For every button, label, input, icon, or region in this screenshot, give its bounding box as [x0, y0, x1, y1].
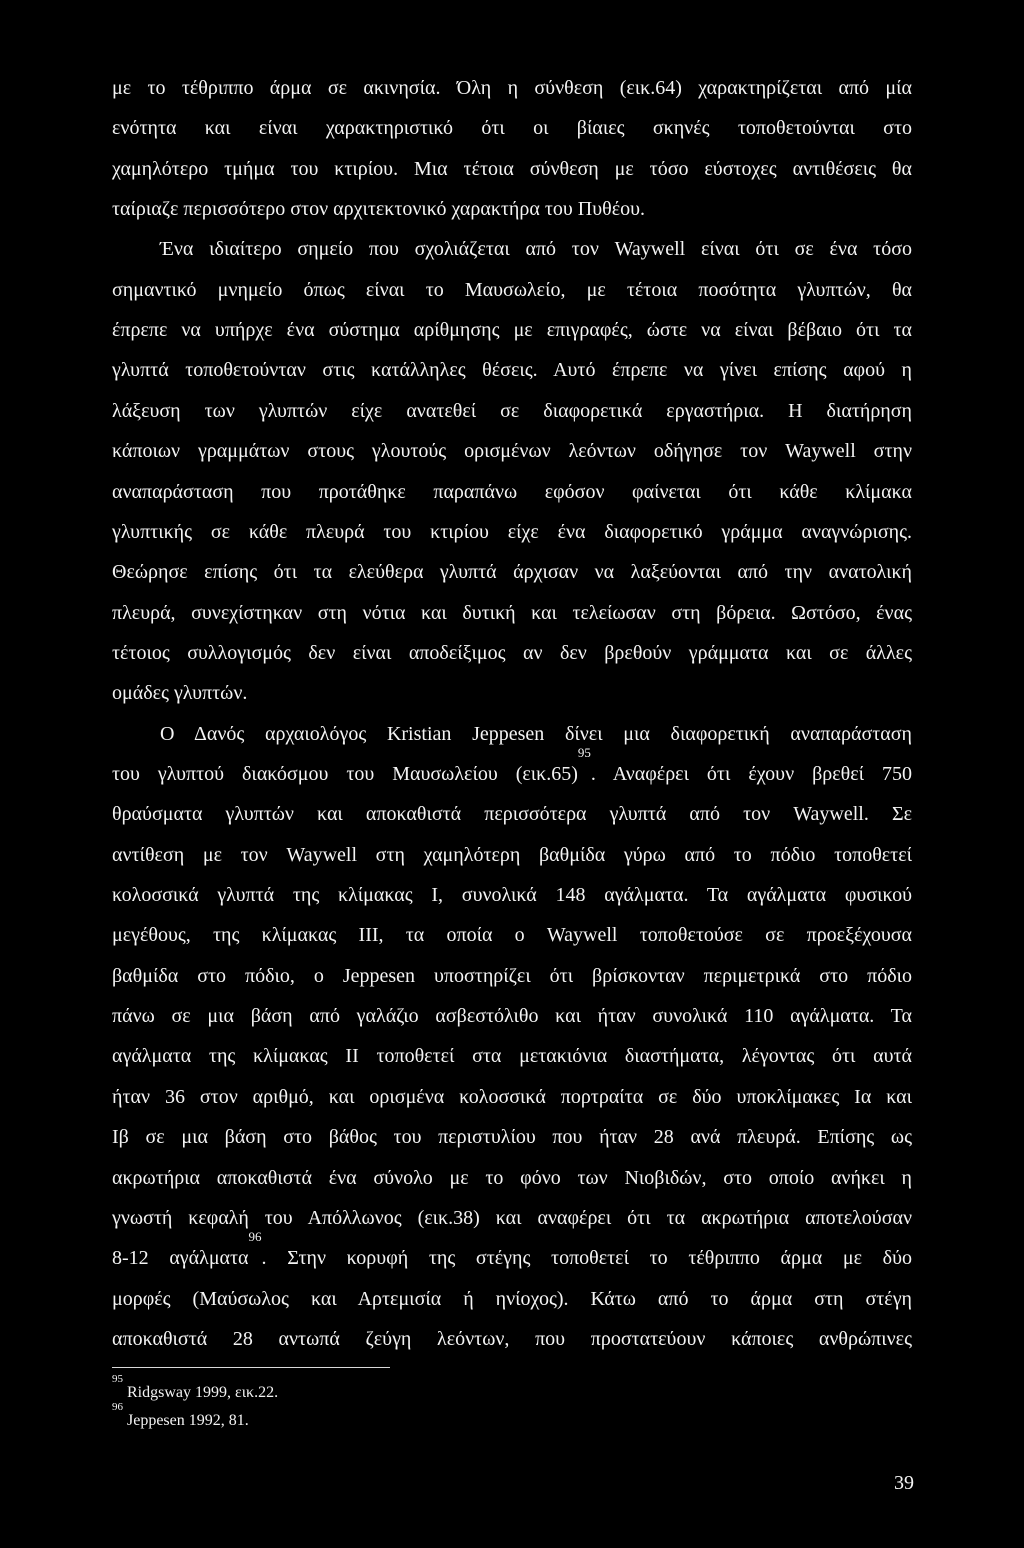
footnote [112, 1401, 249, 1433]
line-text: αναπαράσταση που προτάθηκε παραπάνω εφόσον φαίνεται ότι κάθε κλίμακα [112, 480, 912, 503]
text-line [112, 1281, 912, 1317]
text-line [112, 958, 912, 994]
line-text: ακρωτήρια αποκαθιστά ένα σύνολο με το φόνο των Νιοβιδών, στο οποίο ανήκει η [112, 1166, 912, 1189]
text-line [112, 1119, 912, 1155]
line-text: έπρεπε να υπήρχε ένα σύστημα αρίθμησης με επιγραφές, ώστε να είναι βέβαιο ότι τα [112, 319, 912, 342]
line-text: Ιβ σε μια βάση στο βάθος του περιστυλίου που ήταν 28 ανά πλευρά. Επίσης ως [112, 1126, 912, 1149]
line-text: γλυπτά τοποθετούνταν στις κατάλληλες θέσεις. Αυτό έπρεπε να γίνει επίσης αφού η [112, 359, 912, 382]
line-text: πλευρά, συνεχίστηκαν στη νότια και δυτική και τελείωσαν στη βόρεια. Ωστόσο, ένας [112, 601, 912, 624]
text-line [112, 595, 912, 631]
footnote-number: 95 [112, 1373, 123, 1385]
text-line [112, 635, 912, 671]
text-line [112, 433, 912, 469]
line-text: χαμηλότερο τμήμα του κτιρίου. Μια τέτοια σύνθεση με τόσο εύστοχες αντιθέσεις θα [112, 157, 912, 180]
line-text: μορφές (Μαύσωλος και Αρτεμισία ή ηνίοχος). Κάτω από το άρμα στη στέγη [112, 1287, 912, 1310]
line-text: ταίριαζε περισσότερο στον αρχιτεκτονικό χαρακτήρα του Πυθέου. [112, 198, 646, 221]
text-line [112, 1200, 912, 1236]
footnote-text: Jeppesen 1992, 81. [127, 1412, 249, 1429]
text-line [112, 1079, 912, 1115]
line-text-cont: . Αναφέρει ότι έχουν βρεθεί 750 [590, 763, 912, 785]
line-text: ενότητα και είναι χαρακτηριστικό ότι οι βίαιες σκηνές τοποθετούνται στο [112, 117, 912, 140]
line-text: κάποιων γραμμάτων στους γλουτούς ορισμένων λεόντων οδήγησε τον Waywell στην [112, 440, 912, 463]
text-line [112, 352, 912, 388]
text-line [160, 231, 912, 267]
footnote-ref: 96 [248, 1229, 262, 1245]
line-text: Ένα ιδιαίτερο σημείο που σχολιάζεται από τον Waywell είναι ότι σε ένα τόσο [160, 238, 912, 261]
text-line [112, 837, 912, 873]
text-line [112, 474, 912, 510]
line-text: αντίθεση με τον Waywell στη χαμηλότερη βαθμίδα γύρω από το πόδιο τοποθετεί [112, 843, 912, 866]
text-line [112, 675, 912, 711]
text-line [112, 796, 912, 832]
text-line [160, 716, 912, 752]
line-text-cont: . Στην κορυφή της στέγης τοποθετεί το τέθριππο άρμα με δύο [261, 1247, 912, 1270]
text-line [112, 998, 912, 1034]
text-line [112, 1160, 912, 1196]
text-line [112, 745, 912, 792]
line-text: αγάλματα της κλίμακας ΙΙ τοποθετεί στα μετακιόνια διαστήματα, λέγοντας ότι αυτά [112, 1045, 912, 1068]
line-text: αποκαθιστά 28 αντωπά ζεύγη λεόντων, που προστατεύουν κάποιες ανθρώπινες [112, 1327, 912, 1350]
text-line [112, 514, 912, 550]
line-text: γνωστή κεφαλή του Απόλλωνος (εικ.38) και αναφέρει ότι τα ακρωτήρια αποτελούσαν [112, 1206, 912, 1229]
text-line [112, 554, 912, 590]
line-text: βαθμίδα στο πόδιο, ο Jeppesen υποστηρίζει ότι βρίσκονταν περιμετρικά στο πόδιο [112, 964, 912, 987]
footnote-text: Ridgsway 1999, εικ.22. [127, 1384, 279, 1401]
line-text: τέτοιος συλλογισμός δεν είναι αποδείξιμος αν δεν βρεθούν γράμματα και σε άλλες [112, 641, 912, 664]
line-text: πάνω σε μια βάση από γαλάζιο ασβεστόλιθο και ήταν συνολικά 110 αγάλματα. Τα [112, 1005, 912, 1028]
text-line [112, 110, 912, 146]
text-line [112, 272, 912, 308]
text-line [112, 1321, 912, 1357]
footnote [112, 1373, 279, 1405]
line-text: με το τέθριππο άρμα σε ακινησία. Όλη η σύνθεση (εικ.64) χαρακτηρίζεται από μία [112, 77, 912, 99]
line-text: Θεώρησε επίσης ότι τα ελεύθερα γλυπτά άρχισαν να λαξεύονται από την ανατολική [112, 561, 912, 584]
line-text: λάξευση των γλυπτών είχε ανατεθεί σε διαφορετικά εργαστήρια. Η διατήρηση [112, 399, 912, 422]
text-line [112, 393, 912, 429]
line-text: 8-12 αγάλματα [112, 1247, 249, 1270]
line-text: κολοσσικά γλυπτά της κλίμακας Ι, συνολικά 148 αγάλματα. Τα αγάλματα φυσικού [112, 884, 912, 906]
text-line [112, 1038, 912, 1074]
footnote-ref: 95 [577, 745, 591, 760]
text-line [112, 917, 912, 953]
text-line [112, 191, 912, 227]
page-number: 39 [894, 1472, 914, 1494]
line-text: του γλυπτού διακόσμου του Μαυσωλείου (εικ.65) [112, 763, 578, 785]
footnote-separator [112, 1367, 390, 1368]
text-line [112, 312, 912, 348]
line-text: ήταν 36 στον αριθμό, και ορισμένα κολοσσικά πορτραίτα σε δύο υποκλίμακες Ια και [112, 1085, 912, 1108]
line-text: μεγέθους, της κλίμακας ΙΙΙ, τα οποία ο Waywell τοποθετούσε σε προεξέχουσα [112, 924, 912, 947]
text-line [112, 70, 912, 106]
text-line [112, 1229, 912, 1276]
line-text: γλυπτικής σε κάθε πλευρά του κτιρίου είχε ένα διαφορετικό γράμμα αναγνώρισης. [112, 520, 912, 543]
line-text: ομάδες γλυπτών. [112, 682, 248, 705]
text-line [112, 151, 912, 187]
line-text: Ο Δανός αρχαιολόγος Kristian Jeppesen δίνει μια διαφορετική αναπαράσταση [160, 722, 912, 745]
footnote-number: 96 [112, 1401, 123, 1413]
line-text: σημαντικό μνημείο όπως είναι το Μαυσωλείο, με τέτοια ποσότητα γλυπτών, θα [112, 278, 912, 301]
line-text: θραύσματα γλυπτών και αποκαθιστά περισσότερα γλυπτά από τον Waywell. Σε [112, 803, 912, 826]
text-line [112, 877, 912, 913]
